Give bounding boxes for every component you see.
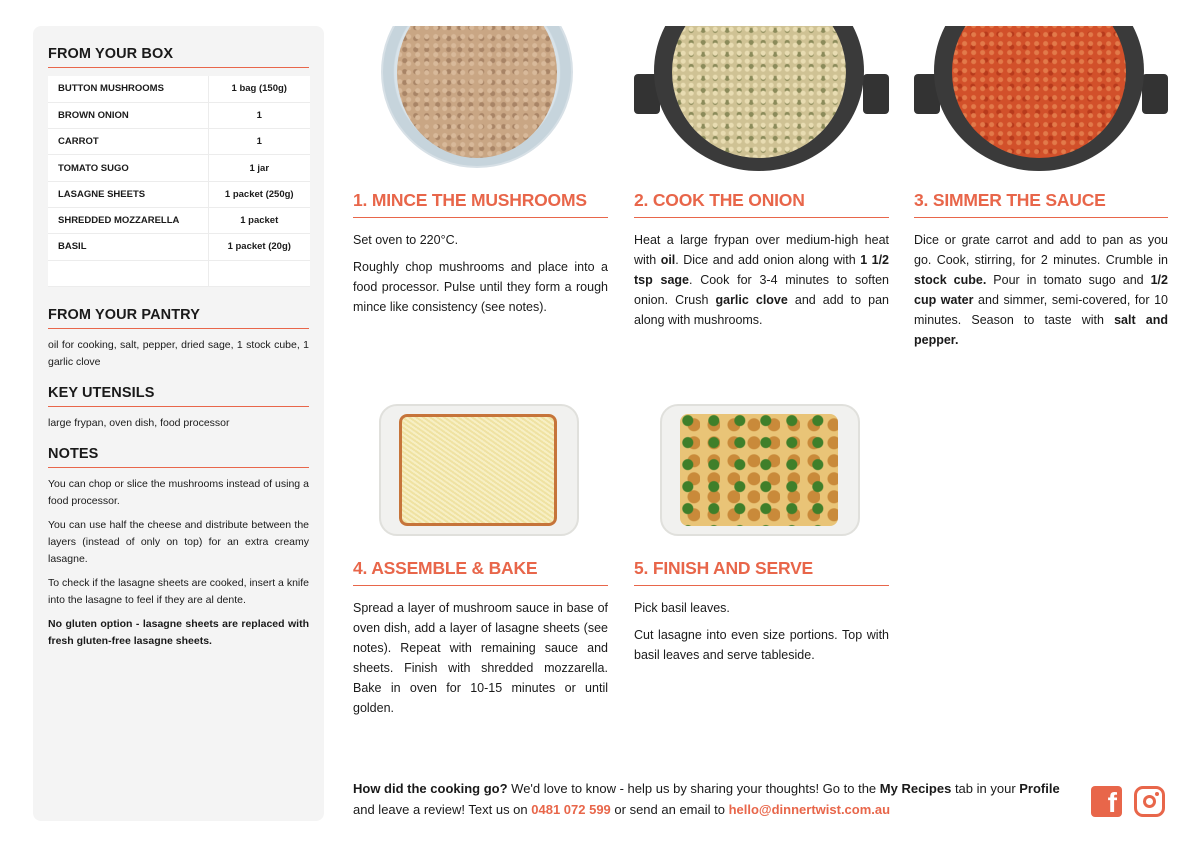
step-2-bold: 1 1/2 tsp sage — [634, 253, 889, 287]
instagram-icon[interactable] — [1134, 786, 1165, 817]
step-2 — [634, 26, 889, 337]
step-3-bold: 1/2 cup water — [914, 273, 1168, 307]
pantry-text: oil for cooking, salt, pepper, dried sage, 1 stock cube, 1 garlic clove — [48, 338, 309, 368]
step-2-text-part: . Dice and add onion along with — [675, 253, 861, 267]
step-3-bold: salt and pepper. — [914, 313, 1168, 347]
phone-link[interactable]: 0481 072 599 — [531, 802, 611, 817]
utensils-text: large frypan, oven dish, food processor — [48, 416, 230, 429]
step-1 — [353, 26, 608, 324]
step-1-title: 1. MINCE THE MUSHROOMS — [353, 190, 608, 218]
step-3 — [914, 26, 1168, 357]
note-item: To check if the lasagne sheets are cooked, insert a knife into the lasagne to feel if they are al dente. — [48, 576, 309, 606]
pan-handle — [863, 74, 889, 114]
step-5-text-1: Pick basil leaves. — [634, 601, 730, 615]
table-row — [48, 76, 310, 102]
facebook-icon[interactable] — [1091, 786, 1122, 817]
email-link[interactable]: hello@dinnertwist.com.au — [728, 802, 891, 817]
footer-text: tab in your — [951, 781, 1020, 796]
step-2-bold: oil — [660, 253, 676, 267]
instagram-dot — [1155, 792, 1159, 796]
table-row — [48, 207, 310, 233]
ingredient-qty: 1 packet — [208, 207, 310, 233]
ingredient-qty: 1 packet (250g) — [208, 181, 310, 207]
step-3-photo — [914, 26, 1168, 172]
utensils-heading: KEY UTENSILS — [48, 385, 309, 407]
step-2-photo — [634, 26, 889, 172]
step-2-text-part: and add to pan along with mushrooms. — [634, 293, 889, 327]
ingredient-name: BASIL — [48, 234, 208, 260]
footer-bold: Profile — [1019, 781, 1060, 796]
facebook-letter: f — [1107, 787, 1117, 818]
step-3-text — [914, 230, 1168, 350]
ingredient-qty: 1 bag (150g) — [208, 76, 310, 102]
step-2-text — [634, 230, 889, 330]
note-item: You can use half the cheese and distribute between the layers (instead of only on top) for an extra creamy lasagne. — [48, 518, 309, 565]
step-4-text: Spread a layer of mushroom sauce in base of oven dish, add a layer of lasagne sheets (see notes). Repeat with remaining sauce and sheets. Finish with shredded mozzarella. Bake in oven for 10-15 minutes or until golden. — [353, 601, 608, 715]
empty-cell — [208, 260, 310, 286]
step-4 — [353, 394, 608, 725]
baked-lasagne-image — [680, 414, 838, 526]
footer-bold: My Recipes — [879, 781, 952, 796]
step-5-photo — [634, 394, 889, 540]
ingredient-name: LASAGNE SHEETS — [48, 181, 208, 207]
empty-cell — [48, 260, 208, 286]
step-2-bold: garlic clove — [715, 293, 788, 307]
step-3-bold: stock cube. — [914, 273, 987, 287]
ingredient-qty: 1 packet (20g) — [208, 234, 310, 260]
footer-text: or send an email to — [610, 802, 729, 817]
step-3-text-part: Pour in tomato sugo and — [986, 273, 1151, 287]
pantry-section — [48, 307, 309, 371]
pan-handle — [1142, 74, 1168, 114]
pantry-heading: FROM YOUR PANTRY — [48, 307, 309, 329]
ingredient-name: TOMATO SUGO — [48, 155, 208, 181]
cheese-topping-image — [399, 414, 557, 526]
footer-text: We'd love to know - help us by sharing your thoughts! Go to the — [507, 781, 880, 796]
notes-heading: NOTES — [48, 446, 309, 468]
box-heading: FROM YOUR BOX — [48, 46, 309, 68]
step-1-photo — [353, 26, 608, 172]
ingredient-name: CARROT — [48, 129, 208, 155]
footer-bold: How did the cooking go? — [353, 781, 508, 796]
step-2-text-part: . Cook for 3-4 minutes to soften onion. Crush — [634, 273, 889, 307]
step-5-title: 5. FINISH AND SERVE — [634, 558, 889, 586]
ingredient-name: BUTTON MUSHROOMS — [48, 76, 208, 102]
step-4-photo — [353, 394, 608, 540]
step-2-title: 2. COOK THE ONION — [634, 190, 889, 218]
instagram-lens — [1143, 795, 1156, 808]
step-1-text-1: Set oven to 220°C. — [353, 233, 459, 247]
step-3-title: 3. SIMMER THE SAUCE — [914, 190, 1168, 218]
ingredient-qty: 1 — [208, 102, 310, 128]
utensils-section — [48, 385, 309, 432]
step-3-text-part: Dice or grate carrot and add to pan as you go. Cook, stirring, for 2 minutes. Crumble in — [914, 233, 1168, 267]
table-row — [48, 234, 310, 260]
step-4-title: 4. ASSEMBLE & BAKE — [353, 558, 608, 586]
step-5 — [634, 394, 889, 672]
step-1-text-2: Roughly chop mushrooms and place into a food processor. Pulse until they form a rough mince like consistency (see notes). — [353, 260, 608, 314]
footer-text: and leave a review! Text us on — [353, 802, 532, 817]
note-item-gluten: No gluten option - lasagne sheets are replaced with fresh gluten-free lasagne sheets. — [48, 617, 309, 647]
box-ingredients-table — [48, 76, 310, 287]
table-row-empty — [48, 260, 310, 286]
step-3-text-part: and simmer, semi-covered, for 10 minutes. Season to taste with — [914, 293, 1168, 327]
ingredient-qty: 1 — [208, 129, 310, 155]
ingredient-name: SHREDDED MOZZARELLA — [48, 207, 208, 233]
table-row — [48, 129, 310, 155]
step-5-text-2: Cut lasagne into even size portions. Top with basil leaves and serve tableside. — [634, 628, 889, 662]
notes-section — [48, 446, 309, 650]
table-row — [48, 102, 310, 128]
feedback-footer — [353, 778, 1073, 820]
table-row — [48, 155, 310, 181]
note-item: You can chop or slice the mushrooms instead of using a food processor. — [48, 477, 309, 507]
ingredient-qty: 1 jar — [208, 155, 310, 181]
ingredient-name: BROWN ONION — [48, 102, 208, 128]
ingredients-sidebar — [33, 26, 324, 821]
step-2-text-part: Heat a large frypan over medium-high heat with — [634, 233, 889, 267]
table-row — [48, 181, 310, 207]
